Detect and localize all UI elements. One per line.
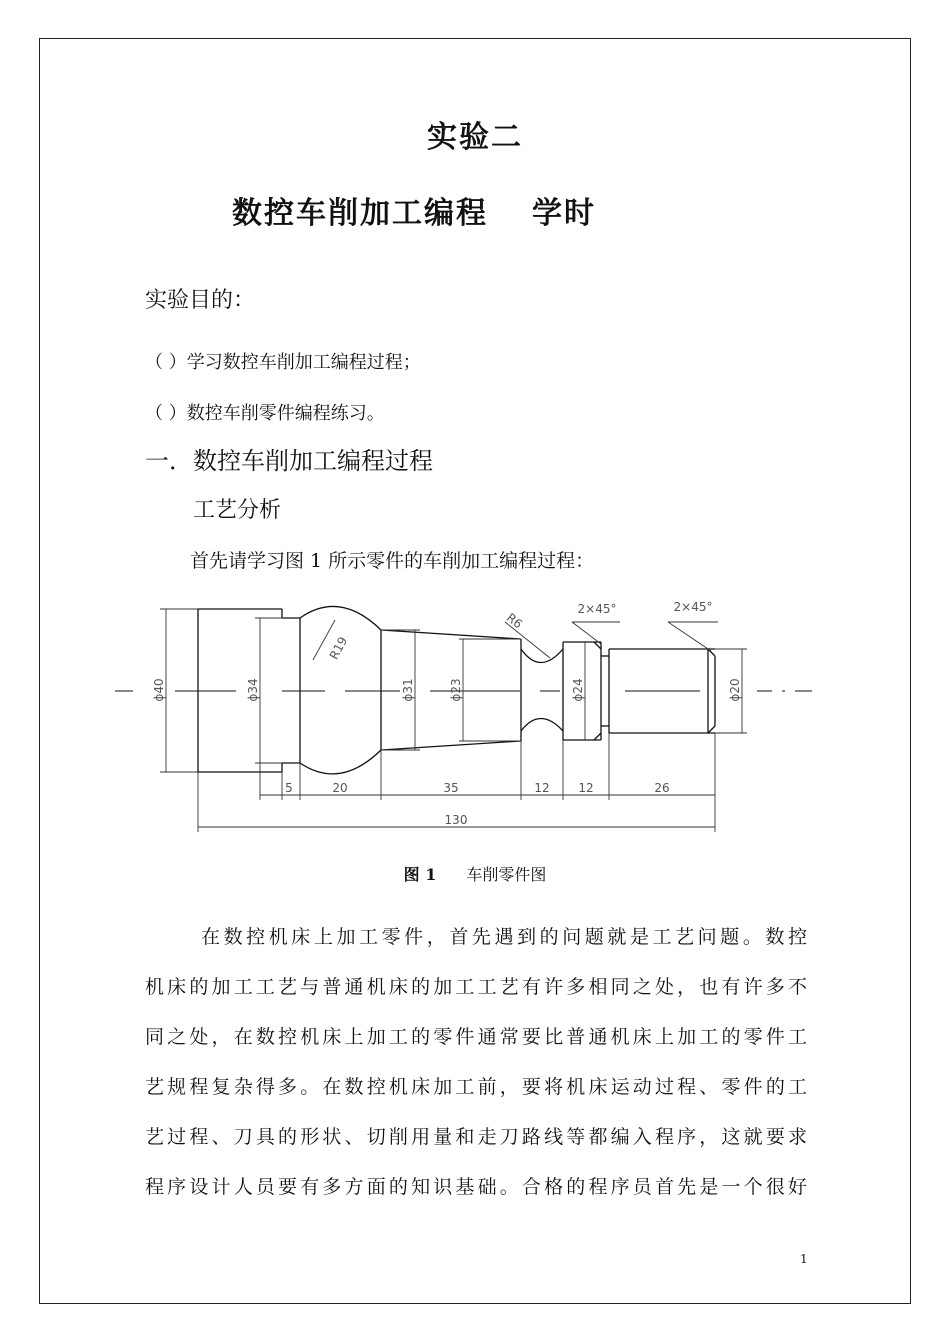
figure-caption — [0, 862, 950, 885]
caption-label: 图 1 — [403, 865, 437, 884]
dim-diameter-40: ϕ40 — [152, 678, 166, 702]
dim-diameter-34: ϕ34 — [246, 678, 260, 702]
intro-text: 首先请学习图 1 所示零件的车削加工编程过程： — [190, 550, 595, 572]
dim-length-20: 20 — [332, 781, 348, 795]
dim-length-5: 5 — [285, 781, 293, 795]
dim-length-35: 35 — [443, 781, 459, 795]
dim-length-26: 26 — [654, 781, 670, 795]
paragraph-line: 艺规程复杂得多。在数控机床加工前，要将机床运动过程、零件的工 — [145, 1076, 807, 1098]
dim-chamfer-1: 2×45° — [577, 602, 617, 616]
dim-length-12a: 12 — [534, 781, 550, 795]
page-title: 实验二 — [427, 120, 523, 155]
page-number: 1 — [800, 1252, 808, 1266]
paragraph-line: 程序设计人员要有多方面的知识基础。合格的程序员首先是一个很好 — [145, 1176, 807, 1198]
paragraph-line: 同之处，在数控机床上加工的零件通常要比普通机床上加工的零件工 — [145, 1026, 807, 1048]
dim-chamfer-2: 2×45° — [673, 600, 713, 614]
paragraph-line: 机床的加工工艺与普通机床的加工工艺有许多相同之处，也有许多不 — [145, 976, 807, 998]
dim-radius-6: R6 — [503, 610, 526, 632]
paragraph-line: 在数控机床上加工零件，首先遇到的问题就是工艺问题。数控 — [201, 926, 807, 948]
dimension-lines — [160, 609, 747, 832]
body-paragraph — [145, 912, 807, 1212]
dim-length-12b: 12 — [578, 781, 594, 795]
subsection-heading: 工艺分析 — [193, 498, 282, 523]
subtitle-right: 学时 — [532, 196, 596, 231]
dim-diameter-23: ϕ23 — [449, 678, 463, 702]
section-heading: 一．数控车削加工编程过程 — [145, 447, 433, 475]
dim-diameter-24: ϕ24 — [571, 678, 585, 702]
dim-radius-19: R19 — [326, 634, 351, 662]
objective-item: （ ）学习数控车削加工编程过程； — [145, 352, 421, 373]
purpose-heading: 实验目的： — [145, 288, 256, 313]
dim-diameter-20: ϕ20 — [728, 678, 742, 702]
dim-diameter-31: ϕ31 — [401, 678, 415, 702]
objective-item: （ ）数控车削零件编程练习。 — [145, 403, 385, 424]
caption-text: 车削零件图 — [466, 865, 547, 884]
subtitle-left: 数控车削加工编程 — [232, 196, 488, 231]
paragraph-line: 艺过程、刀具的形状、切削用量和走刀路线等都编入程序，这就要求 — [145, 1126, 807, 1148]
dim-total-length: 130 — [444, 813, 468, 827]
